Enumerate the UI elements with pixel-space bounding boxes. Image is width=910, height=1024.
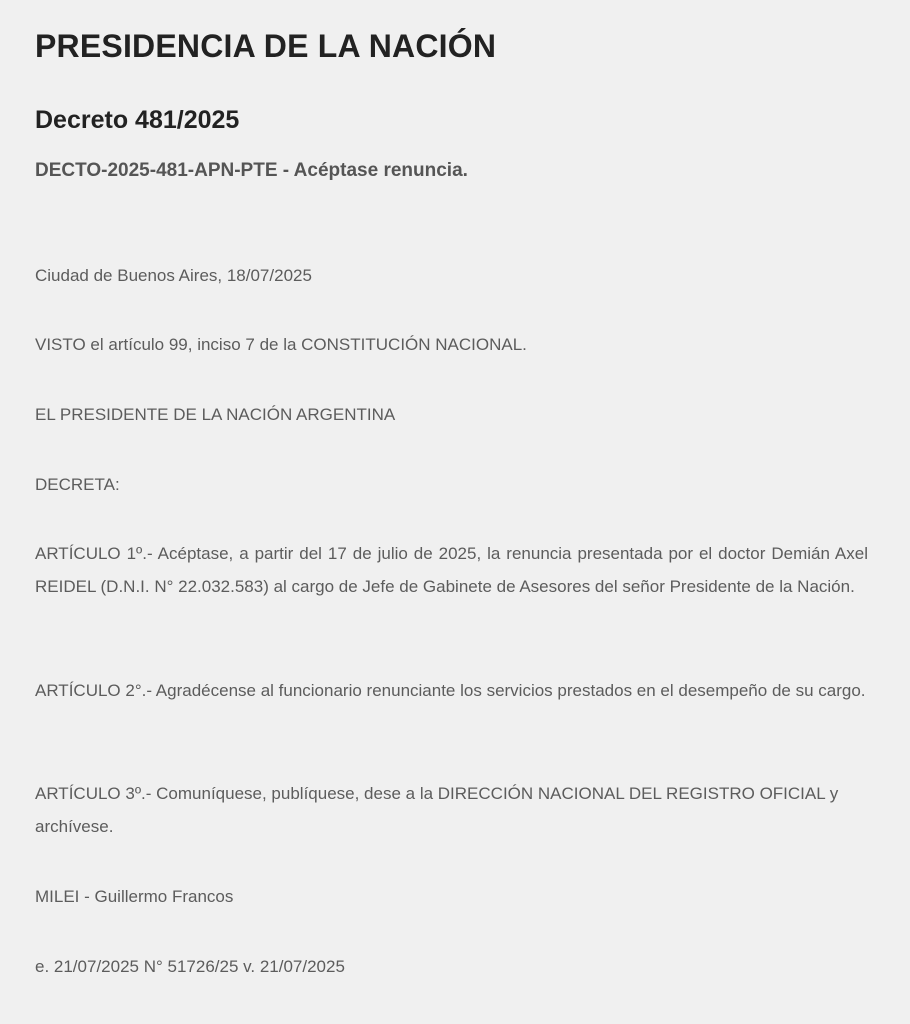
decreta-line: DECRETA: bbox=[35, 475, 120, 494]
edition-line: e. 21/07/2025 N° 51726/25 v. 21/07/2025 bbox=[35, 957, 345, 976]
place-date-line: Ciudad de Buenos Aires, 18/07/2025 bbox=[35, 266, 312, 285]
agency-heading: PRESIDENCIA DE LA NACIÓN bbox=[35, 28, 497, 64]
decree-code-subtitle: DECTO-2025-481-APN-PTE - Acéptase renuncia. bbox=[35, 160, 468, 181]
article-2-paragraph: ARTÍCULO 2°.- Agradécense al funcionario renunciante los servicios prestados en el desempeño de su cargo. bbox=[35, 681, 866, 700]
article-1-paragraph: ARTÍCULO 1º.- Acéptase, a partir del 17 de julio de 2025, la renuncia presentada por el doctor Demián Axel REIDEL (D.N.I. N° 22.032.583) al cargo de Jefe de Gabinete de Asesores del señor Presidente de la Nación. bbox=[35, 544, 868, 596]
decree-number-title: Decreto 481/2025 bbox=[35, 106, 240, 134]
article-3-paragraph: ARTÍCULO 3º.- Comuníquese, publíquese, dese a la DIRECCIÓN NACIONAL DEL REGISTRO OFICIAL y archívese. bbox=[35, 784, 839, 836]
visto-paragraph: VISTO el artículo 99, inciso 7 de la CONSTITUCIÓN NACIONAL. bbox=[35, 335, 527, 354]
signature-line: MILEI - Guillermo Francos bbox=[35, 887, 234, 906]
president-line: EL PRESIDENTE DE LA NACIÓN ARGENTINA bbox=[35, 405, 396, 424]
